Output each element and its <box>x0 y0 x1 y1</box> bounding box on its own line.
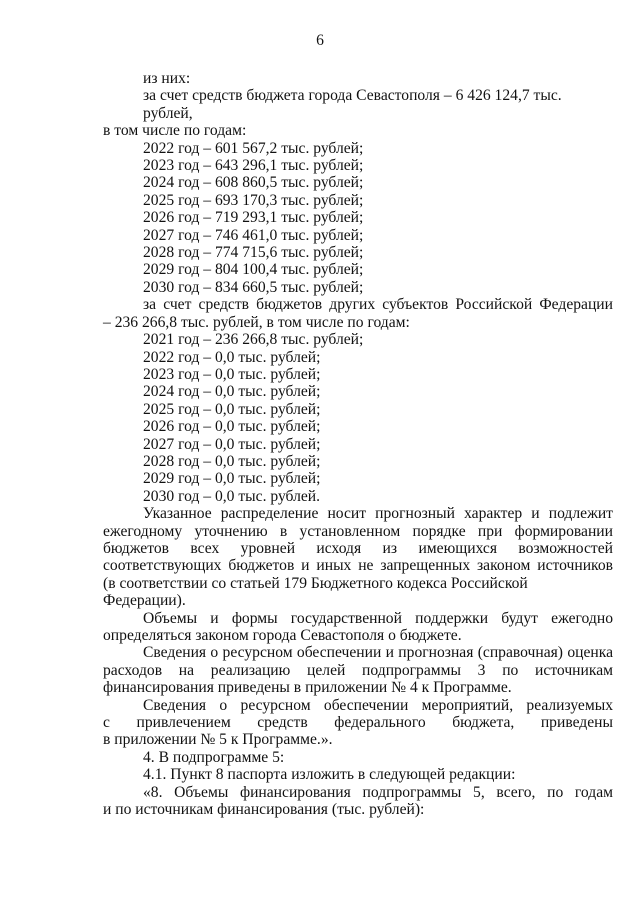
text-line: Объемы и формы государственной поддержки будут ежегодно <box>143 609 613 627</box>
text-line: 2023 год – 643 296,1 тыс. рублей; <box>143 157 364 175</box>
text-line: соответствующих бюджетов и иных не запрещенных законом источников <box>103 557 613 575</box>
text-line: Сведения о ресурсном обеспечении мероприятий, реализуемых <box>143 696 613 714</box>
text-line: 2024 год – 608 860,5 тыс. рублей; <box>143 174 364 192</box>
text-line: «8. Объемы финансирования подпрограммы 5, всего, по годам <box>143 783 613 801</box>
text-line: Указанное распределение носит прогнозный характер и подлежит <box>143 505 613 523</box>
text-line: 2027 год – 746 461,0 тыс. рублей; <box>143 226 364 244</box>
text-line: 2022 год – 601 567,2 тыс. рублей; <box>143 139 364 157</box>
text-line: в приложении № 5 к Программе.». <box>103 731 333 749</box>
text-line: и по источникам финансирования (тыс. рублей): <box>103 801 425 819</box>
text-line: в том числе по годам: <box>103 122 247 140</box>
text-line: 4.1. Пункт 8 паспорта изложить в следующей редакции: <box>143 766 516 784</box>
text-line: 2029 год – 804 100,4 тыс. рублей; <box>143 261 364 279</box>
text-line: 2030 год – 0,0 тыс. рублей. <box>143 487 321 505</box>
text-line: 2026 год – 719 293,1 тыс. рублей; <box>143 209 364 227</box>
text-line: бюджетов всех уровней исходя из имеющихся возможностей <box>103 539 613 557</box>
text-line: 2025 год – 693 170,3 тыс. рублей; <box>143 191 364 209</box>
text-line: за счет средств бюджетов других субъектов Российской Федерации <box>143 296 613 314</box>
text-line: 2028 год – 774 715,6 тыс. рублей; <box>143 244 364 262</box>
text-line: 4. В подпрограмме 5: <box>143 748 285 766</box>
text-line: Сведения о ресурсном обеспечении и прогнозная (справочная) оценка <box>143 644 613 662</box>
text-line: из них: <box>143 70 191 87</box>
page-number: 6 <box>316 32 324 49</box>
text-line: 2025 год – 0,0 тыс. рублей; <box>143 400 321 418</box>
text-line: определяться законом города Севастополя о бюджете. <box>103 627 462 644</box>
text-line: за счет средств бюджета города Севастополя – 6 426 124,7 тыс. рублей, <box>143 87 562 122</box>
text-line: финансирования приведены в приложении № 4 к Программе. <box>103 679 512 697</box>
text-line: 2024 год – 0,0 тыс. рублей; <box>143 383 321 401</box>
document-body <box>103 0 613 818</box>
text-line: – 236 266,8 тыс. рублей, в том числе по годам: <box>103 313 410 331</box>
text-line: (в соответствии со статьей 179 Бюджетного кодекса Российской Федерации). <box>103 574 528 610</box>
text-line: 2021 год – 236 266,8 тыс. рублей; <box>143 331 364 349</box>
text-line: расходов на реализацию целей подпрограммы 3 по источникам <box>103 661 613 679</box>
text-line: ежегодному уточнению в установленном порядке при формировании <box>103 522 613 540</box>
text-line: 2022 год – 0,0 тыс. рублей; <box>143 348 321 366</box>
text-line: 2030 год – 834 660,5 тыс. рублей; <box>143 278 364 296</box>
text-line: 2027 год – 0,0 тыс. рублей; <box>143 435 321 453</box>
text-line: 2026 год – 0,0 тыс. рублей; <box>143 418 321 436</box>
text-line: 2029 год – 0,0 тыс. рублей; <box>143 470 321 488</box>
text-line: 2023 год – 0,0 тыс. рублей; <box>143 365 321 383</box>
text-line: с привлечением средств федерального бюджета, приведены <box>103 714 613 732</box>
text-line: 2028 год – 0,0 тыс. рублей; <box>143 452 321 470</box>
